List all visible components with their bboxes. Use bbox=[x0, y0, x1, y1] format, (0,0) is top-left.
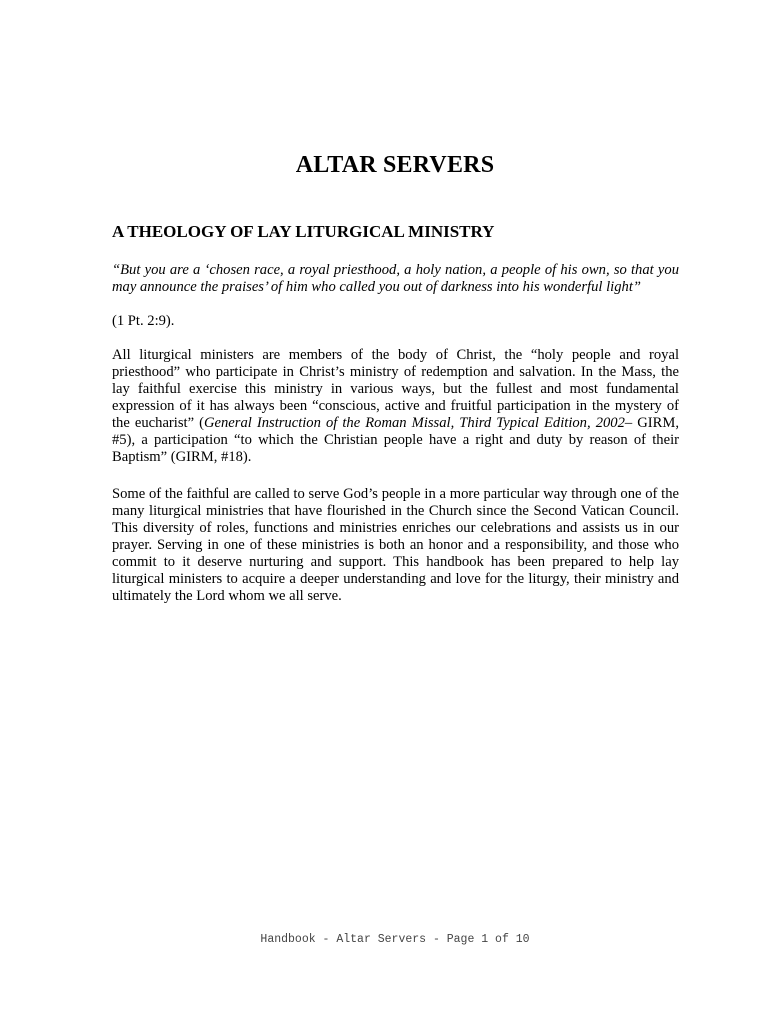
paragraph-ministers-text-1: All liturgical ministers are members of the body of Christ, the “holy people and royal priesthood” who participate in Christ’s ministry of redemption and salvation. In the Mass, the lay faithful exercise this ministry in various ways, but the fullest and most fundamental expression of it has always been “conscious, active and fruitful participation in the mystery of the eucharist” ( bbox=[112, 347, 679, 431]
page-footer: Handbook - Altar Servers - Page 1 of 10 bbox=[260, 933, 530, 946]
section-heading: A THEOLOGY OF LAY LITURGICAL MINISTRY bbox=[112, 222, 495, 241]
page-title: ALTAR SERVERS bbox=[295, 152, 495, 178]
paragraph-faithful: Some of the faithful are called to serve God’s people in a more particular way through one of the many liturgical ministries that have flourished in the Church since the Second Vatican Council. This diversity of roles, functions and ministries enriches our celebrations and assists us in our prayer. Serving in one of these ministries is both an honor and a responsibility, and those who commit to it deserve nurturing and support. This handbook has been prepared to help lay liturgical ministers to acquire a deeper understanding and love for the liturgy, their ministry and ultimately the Lord whom we all serve. bbox=[112, 486, 679, 604]
scripture-citation: (1 Pt. 2:9). bbox=[112, 313, 175, 329]
scripture-quote: “But you are a ‘chosen race, a royal priesthood, a holy nation, a people of his own, so that you may announce the praises’ of him who called you out of darkness into his wonderful light” bbox=[112, 262, 679, 295]
paragraph-ministers bbox=[112, 347, 679, 466]
girm-title: General Instruction of the Roman Missal, Third Typical Edition, 2002 bbox=[203, 415, 625, 431]
paragraph-ministers-text-2: – GIRM, #5), a participation “to which the Christian people have a right and duty by reason of their Baptism” (GIRM, #18). bbox=[112, 415, 680, 465]
